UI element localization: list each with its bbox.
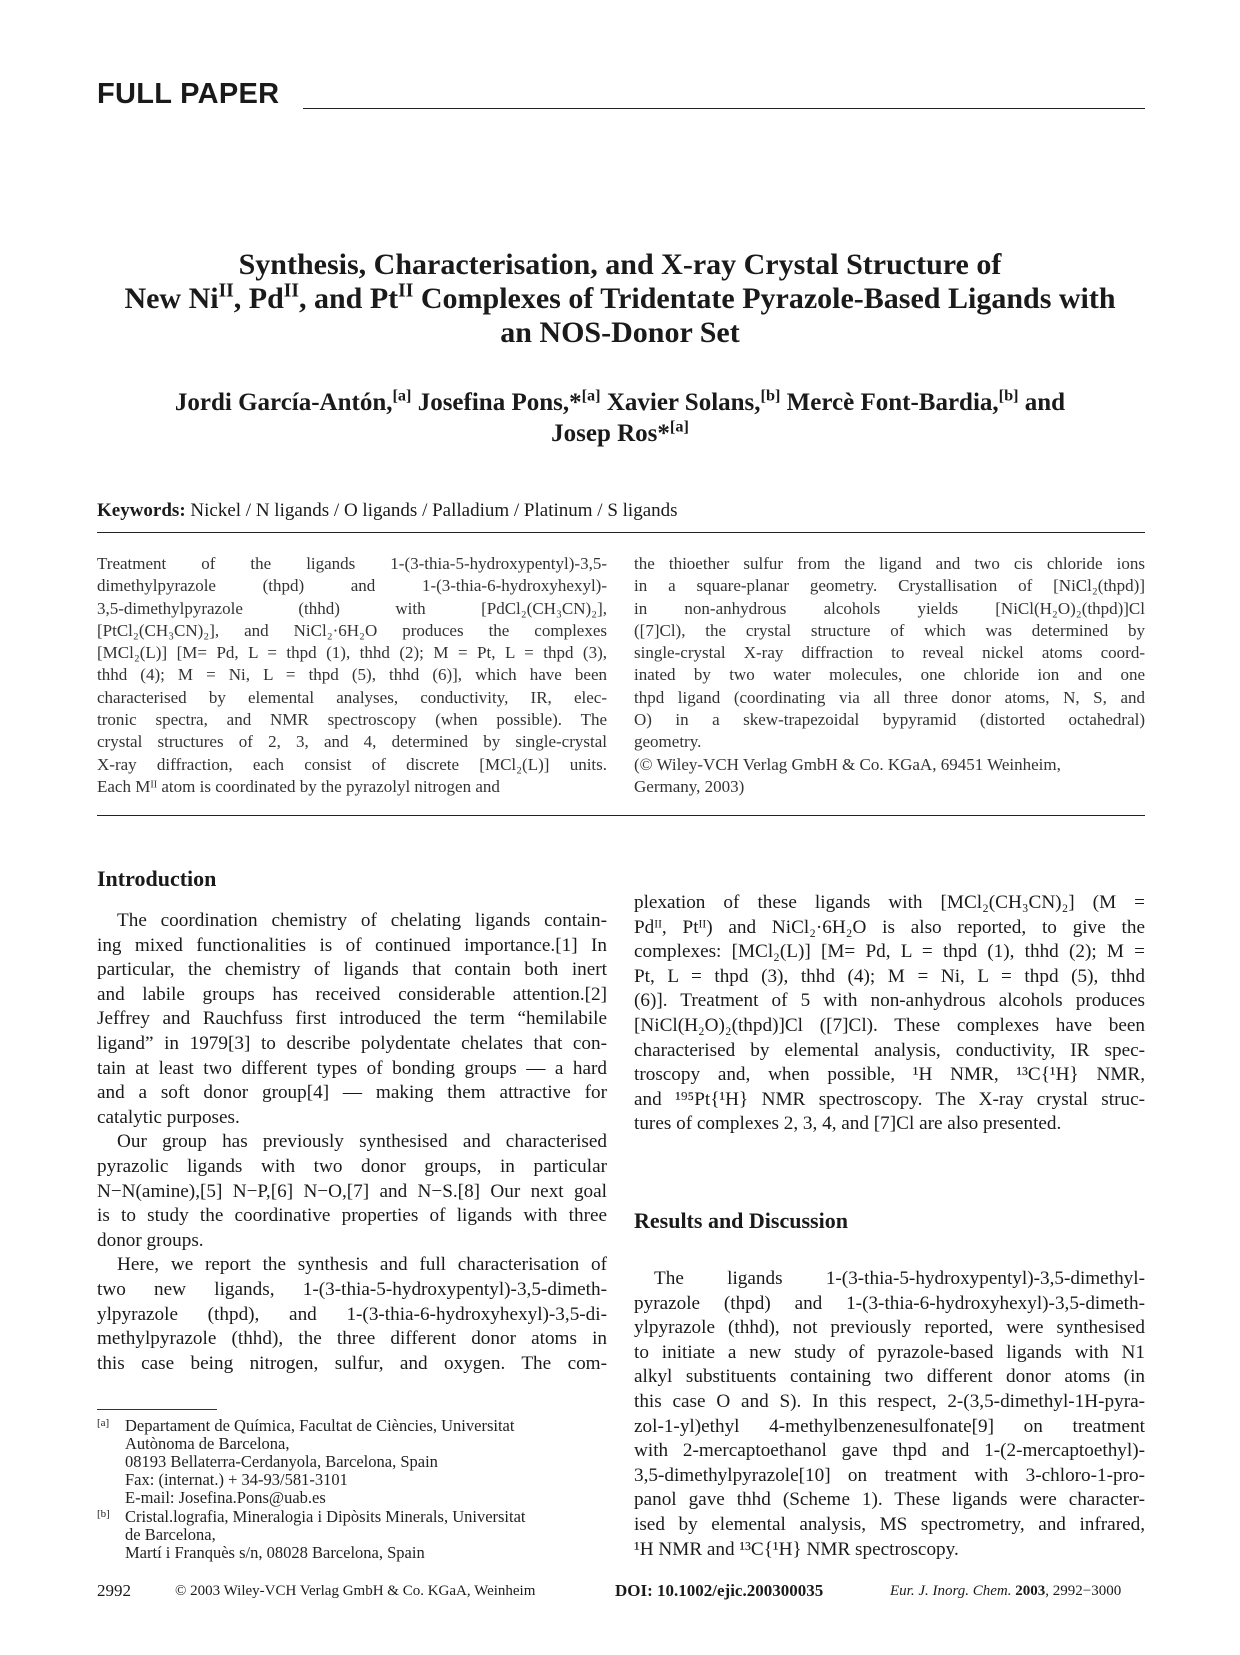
abstract-line: X-ray diffraction, each consist of discrete [MCl₂(L)] units.	[97, 754, 607, 774]
abstract-line: [PtCl₂(CH₃CN)₂], and NiCl₂·6H₂O produces the complexes	[97, 620, 607, 640]
keywords-label: Keywords:	[97, 500, 186, 521]
footer-pages: , 2992−3000	[1045, 1583, 1122, 1599]
results-line: 3,5-dimethylpyrazole[10] on treatment with 3-chloro-1-pro-	[634, 1464, 1145, 1486]
introduction-line: and labile groups has received considerable attention.[2]	[97, 983, 607, 1005]
abstract-line: Germany, 2003)	[634, 776, 745, 796]
introduction-line: this case being nitrogen, sulfur, and oxygen. The com-	[97, 1352, 607, 1374]
results-line: zol-1-yl)ethyl 4-methylbenzenesulfonate[9] on treatment	[634, 1415, 1145, 1437]
introduction-line: Here, we report the synthesis and full characterisation of	[117, 1254, 607, 1276]
results-line: to initiate a new study of pyrazole-based ligands with N1	[634, 1341, 1145, 1363]
footnote-line: Fax: (internat.) + 34-93/581-3101	[125, 1470, 348, 1489]
results-line: this case O and S). In this respect, 2-(3,5-dimethyl-1H-pyra-	[634, 1390, 1145, 1412]
abstract-line: single-crystal X-ray diffraction to reveal nickel atoms coord-	[634, 643, 1145, 663]
introduction-line: troscopy and, when possible, ¹H NMR, ¹³C{¹H} NMR,	[634, 1064, 1145, 1086]
results-line: ¹H NMR and ¹³C{¹H} NMR spectroscopy.	[634, 1538, 959, 1560]
abstract-line: characterised by elemental analyses, conductivity, IR, elec-	[97, 687, 607, 707]
footnote-line: Cristal.lografia, Mineralogia i Dipòsits Minerals, Universitat	[125, 1507, 526, 1526]
authors-line-2: Josep Ros*[a]	[551, 417, 689, 447]
introduction-right-column	[634, 891, 1145, 1137]
results-line: pyrazole (thpd) and 1-(3-thia-6-hydroxyhexyl)-3,5-dimeth-	[634, 1292, 1145, 1314]
introduction-line: Pt, L = thpd (3), thhd (4); M = Ni, L = thpd (5), thhd	[634, 965, 1145, 987]
header-rule	[303, 108, 1145, 109]
footnote-line: 08193 Bellaterra-Cerdanyola, Barcelona, Spain	[125, 1452, 438, 1471]
introduction-line: two new ligands, 1-(3-thia-5-hydroxypentyl)-3,5-dimeth-	[97, 1278, 607, 1300]
introduction-line: The coordination chemistry of chelating ligands contain-	[117, 910, 607, 931]
introduction-line: donor groups.	[97, 1229, 204, 1251]
introduction-line: ing mixed functionalities is of continued importance.[1] In	[97, 934, 607, 956]
footer-doi: DOI: 10.1002/ejic.200300035	[615, 1581, 824, 1600]
section-label: FULL PAPER	[97, 78, 280, 110]
footer-journal: Eur. J. Inorg. Chem.	[890, 1583, 1012, 1599]
introduction-line: Our group has previously synthesised and characterised	[117, 1131, 607, 1153]
footnote-line: Autònoma de Barcelona,	[125, 1434, 290, 1453]
introduction-line: characterised by elemental analysis, conductivity, IR spec-	[634, 1039, 1145, 1061]
footnote-b	[97, 1508, 607, 1562]
results-line: ised by elemental analysis, MS spectrometry, and infrared,	[634, 1513, 1145, 1535]
introduction-line: (6)]. Treatment of 5 with non-anhydrous alcohols produces	[634, 990, 1145, 1012]
footnote-line: E-mail: Josefina.Pons@uab.es	[125, 1488, 326, 1507]
footer-year: 2003	[1015, 1583, 1046, 1599]
footnote-line: Departament de Química, Facultat de Ciències, Universitat	[125, 1416, 515, 1435]
abstract-line: O) in a skew-trapezoidal bypyramid (distorted octahedral)	[634, 710, 1145, 730]
abstract-line: crystal structures of 2, 3, and 4, determined by single-crystal	[97, 732, 607, 752]
results-column	[634, 1267, 1145, 1562]
introduction-line: tain at least two different types of bonding groups — a hard	[97, 1057, 607, 1079]
article-title	[90, 248, 1150, 350]
introduction-line: N−N(amine),[5] N−P,[6] N−O,[7] and N−S.[8] Our next goal	[97, 1180, 607, 1202]
footnote-line: Martí i Franquès s/n, 08028 Barcelona, Spain	[125, 1543, 425, 1562]
abstract-line: in a square-planar geometry. Crystallisation of [NiCl₂(thpd)]	[634, 576, 1145, 596]
results-line: ylpyrazole (thhd), not previously reported, were synthesised	[634, 1317, 1145, 1339]
introduction-left-column	[97, 909, 607, 1376]
introduction-line: Pdᴵᴵ, Ptᴵᴵ) and NiCl₂·6H₂O is also reported, to give the	[634, 916, 1145, 938]
abstract-line: Each Mᴵᴵ atom is coordinated by the pyrazolyl nitrogen and	[97, 776, 500, 796]
abstract-line: geometry.	[634, 732, 702, 752]
introduction-line: tures of complexes 2, 3, 4, and [7]Cl are also presented.	[634, 1113, 1062, 1135]
introduction-line: and ¹⁹⁵Pt{¹H} NMR spectroscopy. The X-ray crystal struc-	[634, 1088, 1145, 1110]
introduction-line: complexes: [MCl₂(L)] [M= Pd, L = thpd (1), thhd (2); M =	[634, 941, 1145, 963]
abstract-line: dimethylpyrazole (thpd) and 1-(3-thia-6-hydroxyhexyl)-	[97, 576, 607, 596]
abstract-line: Treatment of the ligands 1-(3-thia-5-hydroxypentyl)-3,5-	[97, 554, 607, 573]
abstract-line: (© Wiley-VCH Verlag GmbH & Co. KGaA, 69451 Weinheim,	[634, 754, 1061, 774]
authors-line-1: Jordi García-Antón,[a] Josefina Pons,*[a] Xavier Solans,[b] Mercè Font-Bardia,[b] and	[174, 386, 1066, 416]
footer-citation	[890, 1583, 1121, 1600]
footer-copyright: © 2003 Wiley-VCH Verlag GmbH & Co. KGaA, Weinheim	[175, 1583, 536, 1599]
abstract-line: thhd (4); M = Ni, L = thpd (5), thhd (6)], which have been	[97, 665, 607, 685]
results-line: alkyl substituents containing two different donor atoms (in	[634, 1366, 1145, 1388]
results-line: with 2-mercaptoethanol gave thpd and 1-(2-mercaptoethyl)-	[634, 1440, 1145, 1462]
results-line: panol gave thhd (Scheme 1). These ligands were character-	[634, 1489, 1145, 1511]
title-line-2: New $Ni^{II}$, $Pd^{II}$, and $Pt^{II}$ Complexes of Tridentate Pyrazole-Based Ligands with	[124, 280, 1116, 315]
introduction-line: ylpyrazole (thpd), and 1-(3-thia-6-hydroxyhexyl)-3,5-di-	[97, 1303, 607, 1325]
footnote-a	[97, 1417, 607, 1507]
introduction-line: catalytic purposes.	[97, 1106, 240, 1128]
abstract-line: tronic spectra, and NMR spectroscopy (when possible). The	[97, 710, 607, 730]
abstract-line: thpd ligand (coordinating via all three donor atoms, N, S, and	[634, 687, 1145, 707]
title-line-3: an NOS-Donor Set	[500, 316, 740, 349]
abstract-line: in non-anhydrous alcohols yields [NiCl(H₂O)₂(thpd)]Cl	[634, 598, 1145, 618]
results-line: The ligands 1-(3-thia-5-hydroxypentyl)-3,5-dimethyl-	[654, 1268, 1145, 1289]
abstract-left-column	[97, 553, 607, 798]
introduction-line: Jeffrey and Rauchfuss first introduced the term “hemilabile	[97, 1008, 607, 1030]
abstract-line: ([7]Cl), the crystal structure of which was determined by	[634, 620, 1145, 640]
footnote-rule	[97, 1409, 217, 1410]
introduction-line: plexation of these ligands with [MCl₂(CH₃CN)₂] (M =	[634, 892, 1145, 913]
author-list	[90, 387, 1150, 449]
introduction-line: pyrazolic ligands with two donor groups, in particular	[97, 1155, 607, 1177]
keywords	[97, 500, 678, 522]
footnote-line: de Barcelona,	[125, 1525, 216, 1544]
introduction-heading: Introduction	[97, 866, 217, 891]
results-heading: Results and Discussion	[634, 1208, 848, 1233]
introduction-line: is to study the coordinative properties of ligands with three	[97, 1205, 607, 1227]
abstract-top-rule	[97, 532, 1145, 533]
footnote-a-mark: [a]	[97, 1417, 110, 1429]
abstract-right-column	[634, 553, 1145, 798]
abstract-line: 3,5-dimethylpyrazole (thhd) with [PdCl₂(CH₃CN)₂],	[97, 598, 607, 618]
page-number: 2992	[97, 1581, 131, 1600]
introduction-line: ligand” in 1979[3] to describe polydentate chelates that con-	[97, 1032, 607, 1054]
abstract-line: [MCl₂(L)] [M= Pd, L = thpd (1), thhd (2); M = Pt, L = thpd (3),	[97, 643, 607, 663]
introduction-line: and a soft donor group[4] — making them attractive for	[97, 1082, 607, 1104]
introduction-line: methylpyrazole (thhd), the three different donor atoms in	[97, 1328, 607, 1350]
keywords-text: Nickel / N ligands / O ligands / Palladium / Platinum / S ligands	[190, 500, 678, 521]
introduction-line: particular, the chemistry of ligands that contain both inert	[97, 959, 607, 981]
footnote-b-mark: [b]	[97, 1508, 110, 1520]
abstract-line: the thioether sulfur from the ligand and two cis chloride ions	[634, 554, 1145, 573]
title-line-1: Synthesis, Characterisation, and X-ray Crystal Structure of	[238, 248, 1002, 281]
introduction-line: [NiCl(H₂O)₂(thpd)]Cl ([7]Cl). These complexes have been	[634, 1014, 1145, 1036]
abstract-line: inated by two water molecules, one chloride ion and one	[634, 665, 1145, 685]
abstract-bottom-rule	[97, 815, 1145, 816]
